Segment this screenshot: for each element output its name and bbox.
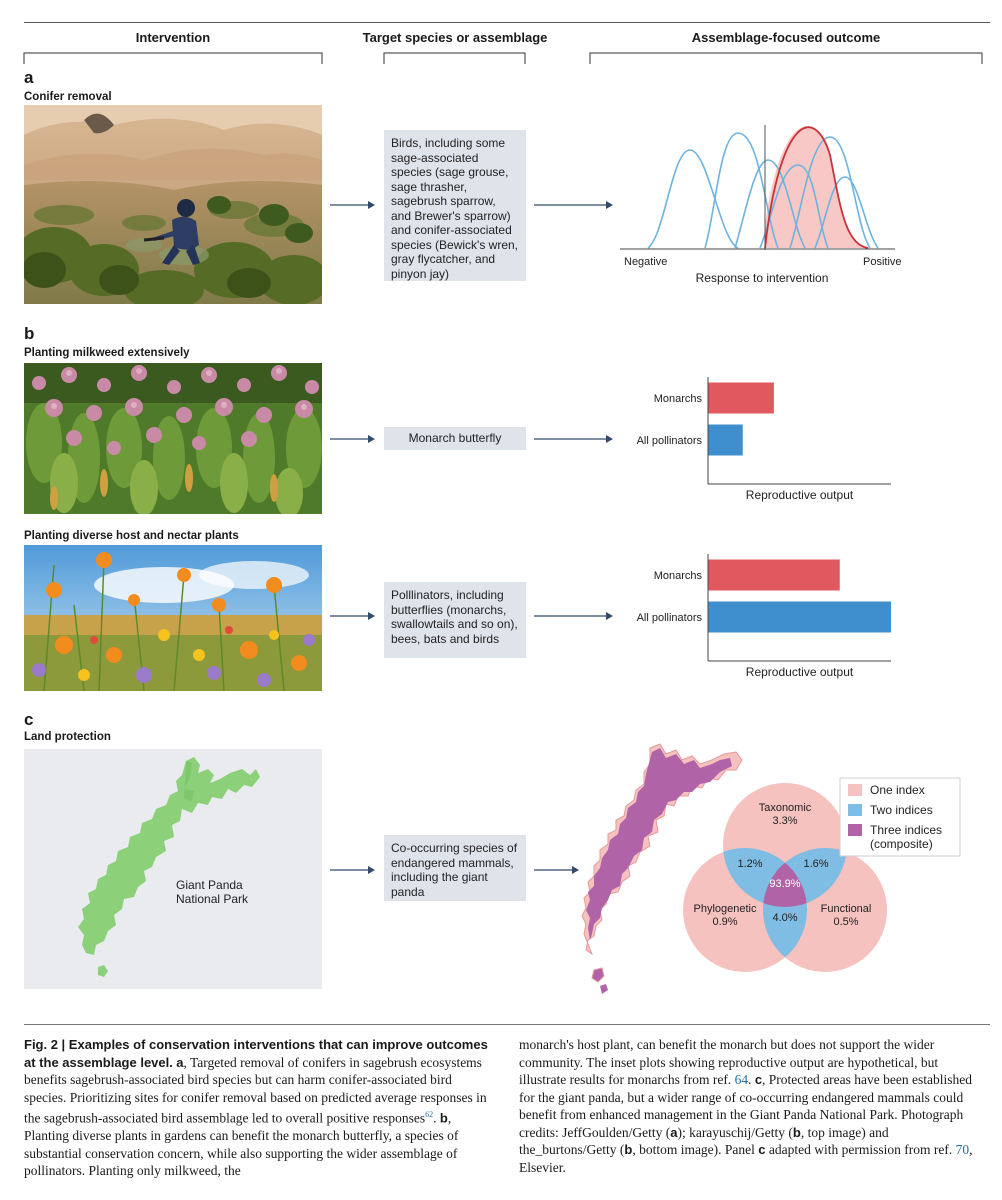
panel-b-target-box-1: Monarch butterfly [384, 427, 526, 450]
caption-a-credit: a [670, 1124, 678, 1140]
header-outcome: Assemblage-focused outcome [691, 30, 881, 45]
caption-c-label: c [754, 1072, 763, 1087]
caption-col2-p4: ); karayuschij/Getty ( [677, 1124, 793, 1140]
caption-col1-p2: . [433, 1110, 440, 1126]
park-label-2: National Park [176, 892, 249, 906]
bar-chart-milkweed [620, 375, 910, 505]
bar-all-pollinators [708, 425, 743, 456]
panel-c-target-box: Co-occurring species of endangered mammals, including the giant panda [384, 835, 526, 901]
caption-col2-p5: , top image) and the_burtons/Getty ( [519, 1124, 889, 1157]
bar-label-monarchs: Monarchs [653, 393, 702, 405]
bar-label-all-pollinators: All pollinators [636, 612, 702, 624]
bar-label-monarchs: Monarchs [653, 570, 702, 582]
panel-c-title: Land protection [24, 731, 111, 743]
park-map [24, 749, 322, 989]
bar-label-all-pollinators: All pollinators [636, 435, 702, 447]
caption-col2-p1: monarch's host plant, can benefit the monarch but does not support the wider community. The inset plots showing reproductive output are hypothetical, but illustrate results for monarchs from ref. [519, 1037, 939, 1087]
caption-column-2 [519, 1036, 985, 1176]
panel-a-letter: a [24, 68, 34, 87]
venn-phy-fun: 4.0% [772, 912, 798, 924]
header-brackets [0, 0, 1002, 70]
caption-rule [24, 1024, 990, 1025]
caption-ref-64[interactable]: 64 [734, 1072, 749, 1087]
legend-composite: (composite) [870, 837, 933, 851]
caption-b-credit-2: b [624, 1142, 633, 1157]
panel-b-target-box-2: Polllinators, including butterflies (monarchs, swallowtails and so on), bees, bats and birds [384, 582, 526, 658]
legend-two-indices: Two indices [870, 803, 933, 817]
caption-col1-p1: , Targeted removal of conifers in sagebrush ecosystems benefits sagebrush-associated bird species but can harm conifer-associated bird species. Prioritizing sites for conifer removal based on predicted average responses in the sagebrush-associated bird assemblage led to overall positive responses [24, 1054, 487, 1126]
panel-a-title: Conifer removal [24, 91, 112, 103]
panel-b-title-2: Planting diverse host and nectar plants [24, 530, 239, 542]
park-label-1: Giant Panda [176, 878, 243, 892]
caption-ref-62[interactable]: 62 [425, 1110, 434, 1119]
venn-tax-fun: 1.6% [803, 858, 829, 870]
venn-functional-pct: 0.5% [833, 916, 859, 928]
bar-chart-diverse-svg [620, 552, 910, 682]
legend-three-indices: Three indices [870, 823, 943, 837]
venn-taxonomic: Taxonomic [758, 802, 812, 814]
caption-col2-p6: , bottom image). Panel [632, 1142, 759, 1157]
bar-all-pollinators [708, 602, 891, 633]
bar-chart-milkweed-svg [620, 375, 910, 505]
header-target: Target species or assemblage [362, 30, 548, 45]
caption-ref-70[interactable]: 70 [955, 1142, 970, 1157]
caption-col2-p3: , Protected areas have been established for the giant panda, but a wider range of co-occurring endangered mammals could benefit from enhanced management in the Giant Panda National Park. Photograph credits: JeffGoulden/Getty ( [519, 1072, 972, 1140]
caption-column-1 [24, 1036, 494, 1180]
response-xlabel: Response to intervention [695, 271, 829, 285]
caption-col1-p3: , Planting diverse plants in gardens can benefit the monarch butterfly, a species of substantial conservation concern, while also supporting the wider assemblage of pollinators. Planting only milkweed, the [24, 1110, 459, 1178]
venn-tax-phy: 1.2% [737, 858, 763, 870]
header-intervention: Intervention [135, 30, 211, 45]
conifer-removal-photo [24, 105, 322, 304]
bar-monarchs [708, 383, 774, 414]
positive-label: Positive [863, 256, 902, 268]
venn-phylogenetic-pct: 0.9% [712, 916, 738, 928]
venn-map-figure [580, 740, 1000, 1000]
legend-one-index: One index [870, 783, 925, 797]
bar-chart-diverse [620, 552, 910, 682]
caption-c-credit: c [758, 1142, 766, 1157]
caption-b-credit-1: b [792, 1124, 801, 1140]
caption-col2-p7: adapted with permission from ref. [765, 1142, 956, 1157]
venn-legend [840, 778, 960, 856]
panel-b-letter: b [24, 324, 35, 343]
caption-a-label: a [176, 1054, 184, 1070]
venn-taxonomic-pct: 3.3% [772, 815, 798, 827]
bar-monarchs [708, 560, 840, 591]
caption-lead: Fig. 2 | Examples of conservation interventions that can improve outcomes at the assemblage level. [24, 1037, 488, 1070]
panel-c-letter: c [24, 710, 34, 729]
x-axis-label: Reproductive output [745, 488, 854, 502]
panel-a-target-box: Birds, including some sage-associated species (sage grouse, sage thrasher, sagebrush sparrow, and Brewer's sparrow) and conifer-associated species (Bewick's wren, gray flycatcher, and pinyon jay) [384, 130, 526, 281]
venn-center: 93.9% [769, 878, 801, 890]
milkweed-photo [24, 363, 322, 514]
negative-label: Negative [624, 256, 668, 268]
caption-b-label: b [439, 1110, 448, 1126]
caption-col2-p8: , Elsevier. [519, 1142, 973, 1175]
response-curves-plot [620, 115, 910, 290]
venn-phylogenetic: Phylogenetic [693, 903, 757, 915]
wildflower-photo [24, 545, 322, 691]
caption-col2-p2: . [748, 1072, 755, 1087]
panel-b-title-1: Planting milkweed extensively [24, 347, 190, 359]
venn-functional: Functional [820, 903, 872, 915]
x-axis-label: Reproductive output [745, 665, 854, 679]
